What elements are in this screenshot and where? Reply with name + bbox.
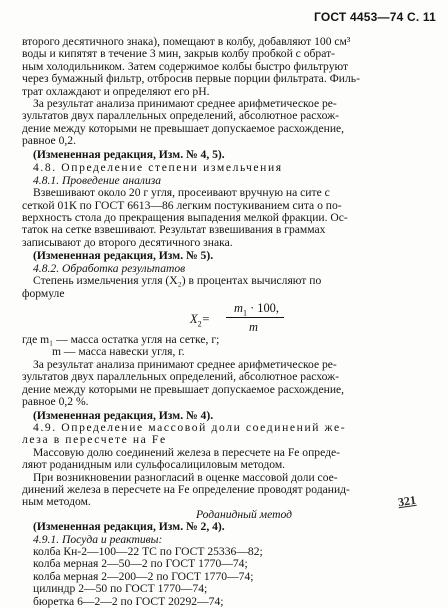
text-line: равное 0,2. — [22, 134, 76, 148]
equipment-item: колба мерная 2—50—2 по ГОСТ 1770—74; — [33, 557, 248, 571]
text-line: Взвешивают около 20 г угля, просеивают вручную на сите с — [33, 186, 330, 200]
section-heading-cont: леза в пересчете на Fe — [22, 433, 167, 447]
text-line: зультатов двух параллельных определений, абсолютное расхож- — [22, 109, 339, 123]
amendment-note: (Измененная редакция, Изм. № 2, 4). — [33, 520, 225, 534]
text-line: зультатов двух параллельных определений, абсолютное расхож- — [22, 370, 339, 384]
formula — [190, 301, 350, 337]
text-line: За результат анализа принимают среднее арифметическое ре- — [33, 357, 337, 371]
text-line: воды и кипятят в течение 3 мин, закрыв колбу пробкой с обрат- — [22, 47, 335, 61]
amendment-note: (Измененная редакция, Изм. № 4). — [33, 408, 214, 422]
text-line: Степень измельчения угля (X₂) в процентах вычисляют по — [33, 274, 322, 288]
text-line: За результат анализа принимают среднее арифметическое ре- — [33, 97, 337, 110]
text-line: записывают до второго десятичного знака. — [22, 235, 233, 249]
amendment-note: (Измененная редакция, Изм. № 5). — [33, 249, 214, 263]
text-line: ляют роданидным или сульфосалициловым методом. — [22, 458, 286, 472]
text-line: равное 0,2 %. — [22, 395, 89, 408]
subsection-heading: 4.9.1. Посуда и реактивы: — [33, 532, 163, 546]
text-line: трат охлаждают и определяют его pH. — [22, 84, 210, 98]
fraction-bar — [226, 317, 284, 318]
equipment-item: цилиндр 2—50 по ГОСТ 1770—74; — [33, 582, 208, 596]
equipment-item: бюретка 6—2—2 по ГОСТ 20292—74; — [33, 594, 224, 608]
text-line: динений железа в пересчете на Fe определение проводят роданид- — [22, 483, 350, 496]
formula-numerator: $m_1 \cdot 100$, — [234, 301, 279, 318]
text-line: таток на сетке взвешивают. Результат взвешивания в граммах — [22, 223, 326, 237]
stamp-mark: 321 — [397, 493, 417, 510]
section-heading: 4.8. Определение степени измельчения — [33, 161, 283, 175]
formula-denominator: m — [249, 320, 258, 334]
text-line: сеткой 01К по ГОСТ 6613—86 легким постукиванием сита о по- — [22, 198, 342, 212]
text-line: где m₁ — масса остатка угля на сетке, г; — [22, 333, 220, 346]
equipment-item: колба мерная 2—200—2 по ГОСТ 1770—74; — [33, 569, 254, 583]
text-line: дение между которыми не превышает допускаемое расхождение, — [22, 121, 345, 135]
page-header: ГОСТ 4453—74 С. 11 — [313, 10, 436, 24]
text-line: m — масса навески угля, г. — [52, 345, 185, 359]
text-line: ным методом. — [22, 495, 91, 509]
text-line: формуле — [22, 286, 65, 300]
equipment-item: колба Кн-2—100—22 ТС по ГОСТ 25336—82; — [33, 545, 263, 558]
formula-lhs: $X_2=$ — [190, 312, 210, 329]
method-title: Роданидный метод — [196, 507, 292, 521]
text-line: дение между которыми не превышает допускаемое расхождение, — [22, 382, 345, 396]
amendment-note: (Измененная редакция, Изм. № 4, 5). — [33, 147, 225, 161]
section-heading: 4.9. Определение массовой доли соединений же- — [33, 421, 347, 434]
text-line: ным холодильником. Затем содержимое колбы быстро фильтруют — [22, 59, 349, 73]
text-line: второго десятичного знака), помещают в колбу, добавляют 100 см³ — [22, 35, 351, 48]
subsection-heading: 4.8.2. Обработка результатов — [33, 261, 186, 275]
text-line: через бумажный фильтр, отбросив первые порции фильтрата. Филь- — [22, 72, 360, 86]
text-line: верхность стола до прекращения выпадения мелкой фракции. Ос- — [22, 211, 348, 224]
text-line: Массовую долю соединений железа в пересчете на Fe опреде- — [33, 445, 341, 459]
text-line: При возникновении разногласий в оценке массовой доли сое- — [33, 470, 338, 484]
subsection-heading: 4.8.1. Проведение анализа — [33, 173, 162, 187]
